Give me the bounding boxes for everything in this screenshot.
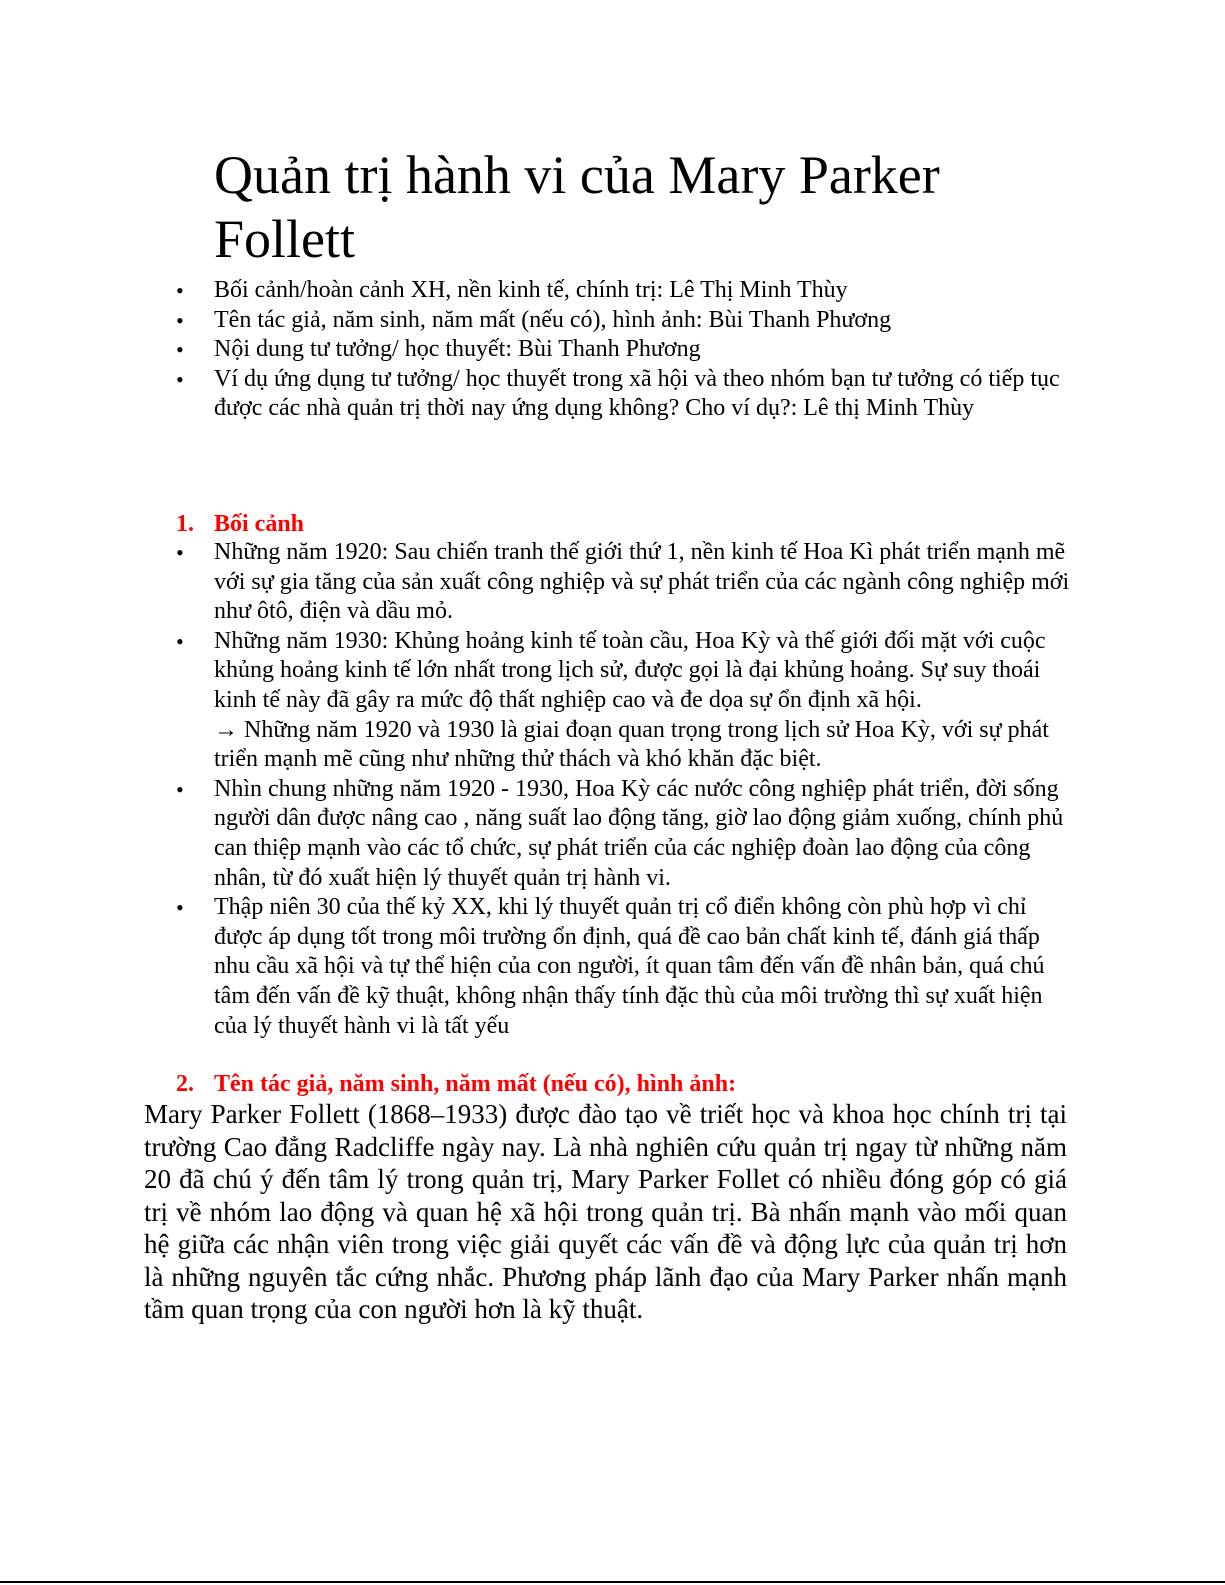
section-heading-context: [176, 509, 304, 539]
assignment-item: • Nội dung tư tưởng/ học thuyết: Bùi Thanh Phương: [214, 335, 1074, 365]
context-item-text: Những năm 1930: Khủng hoảng kinh tế toàn cầu, Hoa Kỳ và thế giới đối mặt với cuộc khủng hoảng kinh tế lớn nhất trong lịch sử, được gọi là đại khủng hoảng. Sự suy thoái kinh tế này đã gây ra mức độ thất nghiệp cao và đe dọa sự ổn định xã hội.: [214, 627, 1046, 713]
author-paragraph: Mary Parker Follett (1868–1933) được đào tạo về triết học và khoa học chính trị tại trường Cao đẳng Radcliffe ngày nay. Là nhà nghiên cứu quản trị ngay từ những năm 20 đã chú ý đến tâm lý trong quản trị, Mary Parker Follet có nhiều đóng góp có giá trị về nhóm lao động và quan hệ xã hội trong quản trị. Bà nhấn mạnh vào mối quan hệ giữa các nhận viên trong việc giải quyết các vấn đề và động lực của quản trị hơn là những nguyên tắc cứng nhắc. Phương pháp lãnh đạo của Mary Parker nhấn mạnh tầm quan trọng của con người hơn là kỹ thuật.: [144, 1099, 1067, 1324]
page-bottom-border: [0, 1581, 1225, 1583]
section-number: 2.: [176, 1071, 194, 1097]
section-heading-author: [176, 1069, 736, 1099]
context-item: • Nhìn chung những năm 1920 - 1930, Hoa Kỳ các nước công nghiệp phát triển, đời sống người dân được nâng cao , năng suất lao động tăng, giờ lao động giảm xuống, chính phủ can thiệp mạnh vào các tổ chức, sự phát triển của các nghiệp đoàn lao động của công nhân, từ đó xuất hiện lý thuyết quản trị hành vi.: [214, 775, 1074, 893]
context-item: [214, 627, 1074, 775]
assignment-item: • Tên tác giả, năm sinh, năm mất (nếu có), hình ảnh: Bùi Thanh Phương: [214, 306, 1074, 336]
assignment-list: [214, 276, 1074, 424]
assignment-item: • Ví dụ ứng dụng tư tưởng/ học thuyết trong xã hội và theo nhóm bạn tư tưởng có tiếp tục được các nhà quản trị thời nay ứng dụng không? Cho ví dụ?: Lê thị Minh Thùy: [214, 365, 1074, 424]
assignment-item: • Bối cảnh/hoàn cảnh XH, nền kinh tế, chính trị: Lê Thị Minh Thùy: [214, 276, 1074, 306]
section-number: 1.: [176, 511, 194, 537]
section-heading-text: Tên tác giả, năm sinh, năm mất (nếu có), hình ảnh:: [214, 1071, 737, 1097]
context-item: • Những năm 1920: Sau chiến tranh thế giới thứ 1, nền kinh tế Hoa Kì phát triển mạnh mẽ với sự gia tăng của sản xuất công nghiệp và sự phát triển của các ngành công nghiệp mới như ôtô, điện và dầu mỏ.: [214, 538, 1074, 627]
context-list: [214, 538, 1074, 1041]
context-item: • Thập niên 30 của thế kỷ XX, khi lý thuyết quản trị cổ điển không còn phù hợp vì chỉ được áp dụng tốt trong môi trường ổn định, quá đề cao bản chất kinh tế, đánh giá thấp nhu cầu xã hội và tự thể hiện của con người, ít quan tâm đến vấn đề nhân bản, quá chú tâm đến vấn đề kỹ thuật, không nhận thấy tính đặc thù của môi trường thì sự xuất hiện của lý thuyết hành vi là tất yếu: [214, 893, 1074, 1041]
document-title: Quản trị hành vi của Mary Parker Follett: [214, 145, 940, 269]
arrow-note: → Những năm 1920 và 1930 là giai đoạn quan trọng trong lịch sử Hoa Kỳ, với sự phát triển mạnh mẽ cũng như những thử thách và khó khăn đặc biệt.: [214, 716, 1049, 773]
section-heading-text: Bối cảnh: [214, 511, 305, 537]
